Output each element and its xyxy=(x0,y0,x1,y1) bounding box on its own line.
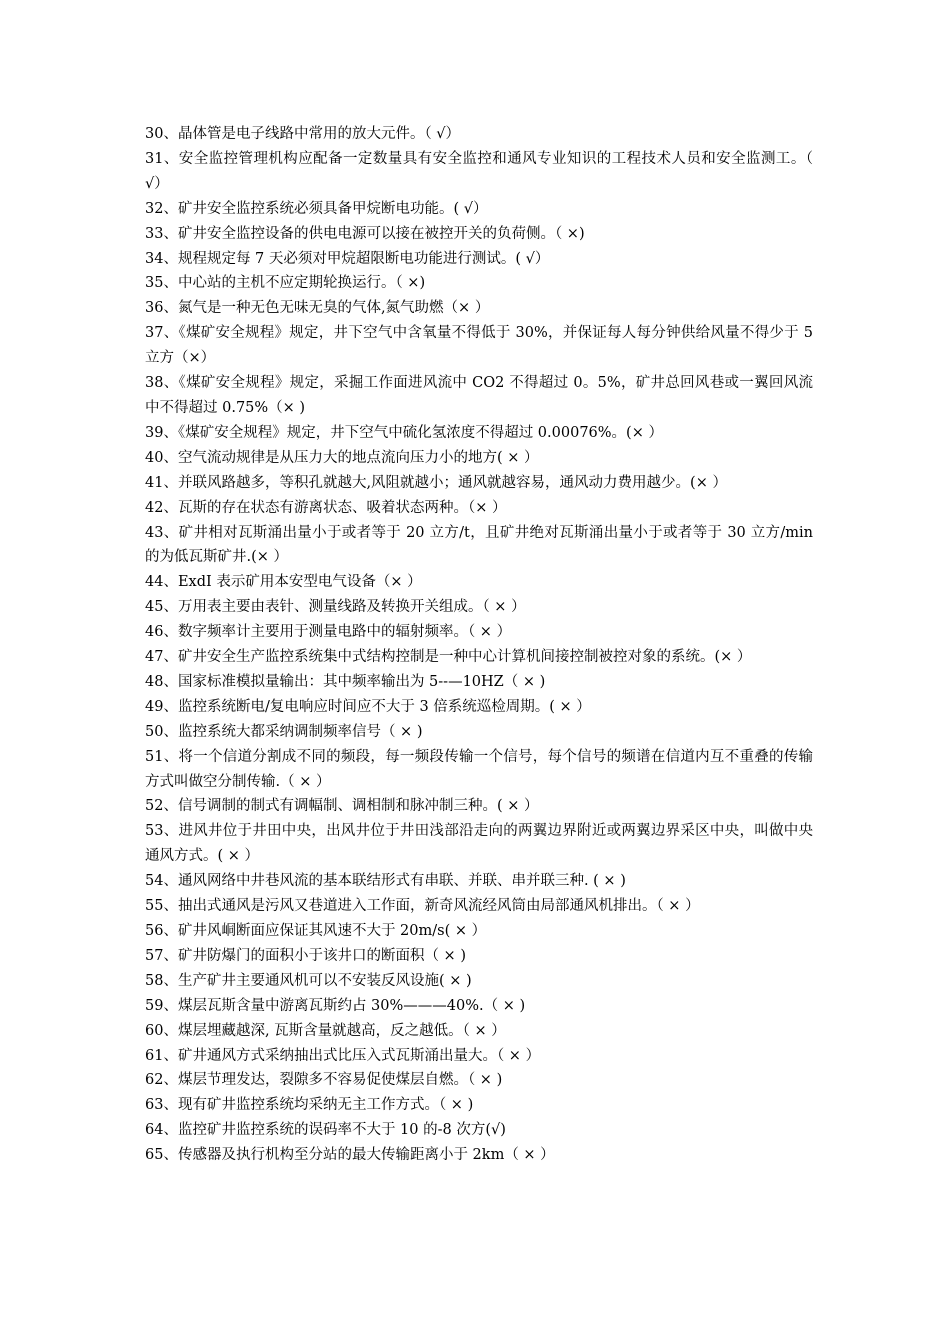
list-item: 62、煤层节理发达，裂隙多不容易促使煤层自燃。（ × ) xyxy=(145,1072,503,1089)
list-item: 47、矿井安全生产监控系统集中式结构控制是一种中心计算机间接控制被控对象的系统。(× ） xyxy=(145,649,752,666)
list-item: 61、矿井通风方式采纳抽出式比压入式瓦斯涌出量大。（ × ） xyxy=(145,1047,541,1064)
list-item: 35、中心站的主机不应定期轮换运行。（ ×) xyxy=(145,275,426,292)
list-item: 32、矿井安全监控系统必须具备甲烷断电功能。( √） xyxy=(145,200,488,217)
list-item: 63、现有矿井监控系统均采纳无主工作方式。（ × ) xyxy=(145,1097,474,1114)
list-item: 45、万用表主要由表针、测量线路及转换开关组成。（ × ） xyxy=(145,599,526,616)
list-item: 56、矿井风峒断面应保证其风速不大于 20m/s( × ） xyxy=(145,923,487,939)
list-item: 52、信号调制的制式有调幅制、调相制和脉冲制三种。( × ） xyxy=(145,798,539,815)
list-item: 55、抽出式通风是污风又巷道进入工作面，新奇风流经风筒由局部通风机排出。（ × ） xyxy=(145,898,700,915)
list-item: 41、并联风路越多，等积孔就越大,风阻就越小；通风就越容易，通风动力费用越少。(× ） xyxy=(145,474,727,491)
list-item: 34、规程规定每 7 天必须对甲烷超限断电功能进行测试。( √） xyxy=(145,250,550,267)
list-item: 33、矿井安全监控设备的供电电源可以接在被控开关的负荷侧。（ ×) xyxy=(145,225,585,242)
list-item: 58、生产矿井主要通风机可以不安装反风设施( × ) xyxy=(145,972,472,989)
list-item: 30、晶体管是电子线路中常用的放大元件。（ √） xyxy=(145,126,461,142)
list-item: 39、《煤矿安全规程》规定，井下空气中硫化氢浓度不得超过 0.00076%。(× ） xyxy=(145,424,663,441)
list-item: 43、矿井相对瓦斯涌出量小于或者等于 20 立方/t，且矿井绝对瓦斯涌出量小于或者等于 30 立方/min 的为低瓦斯矿井.(× ） xyxy=(145,524,813,566)
question-list xyxy=(145,122,813,1168)
list-item: 42、瓦斯的存在状态有游离状态、吸着状态两种。（× ） xyxy=(145,499,507,516)
list-item: 59、煤层瓦斯含量中游离瓦斯约占 30%———40%.（ × ) xyxy=(145,997,526,1014)
list-item: 48、国家标准模拟量输出：其中频率输出为 5--—10HZ（ × ) xyxy=(145,673,546,690)
list-item: 31、安全监控管理机构应配备一定数量具有安全监控和通风专业知识的工程技术人员和安全监测工。（ √） xyxy=(145,150,813,192)
list-item: 38、《煤矿安全规程》规定，采掘工作面进风流中 CO2 不得超过 0。5%，矿井总回风巷或一翼回风流中不得超过 0.75%（× ) xyxy=(145,375,813,416)
list-item: 51、将一个信道分割成不同的频段，每一频段传输一个信号，每个信号的频谱在信道内互不重叠的传输方式叫做空分制传输.（ × ） xyxy=(145,748,813,790)
list-item: 54、通风网络中井巷风流的基本联结形式有串联、并联、串并联三种. ( × ) xyxy=(145,873,626,890)
list-item: 37、《煤矿安全规程》规定，井下空气中含氧量不得低于 30%，并保证每人每分钟供给风量不得少于 5 立方（×） xyxy=(145,325,813,367)
list-item: 53、进风井位于井田中央，出风井位于井田浅部沿走向的两翼边界附近或两翼边界采区中央，叫做中央通风方式。( × ） xyxy=(145,823,813,865)
list-item: 44、ExdI 表示矿用本安型电气设备（× ） xyxy=(145,574,422,591)
list-item: 46、数字频率计主要用于测量电路中的辐射频率。（ × ） xyxy=(145,624,512,641)
list-item: 57、矿井防爆门的面积小于该井口的断面积（ × ) xyxy=(145,947,466,964)
list-item: 64、监控矿井监控系统的误码率不大于 10 的-8 次方(√) xyxy=(145,1122,506,1139)
list-item: 40、空气流动规律是从压力大的地点流向压力小的地方( × ） xyxy=(145,449,539,466)
list-item: 50、监控系统大都采纳调制频率信号（ × ) xyxy=(145,723,423,740)
list-item: 60、煤层埋藏越深, 瓦斯含量就越高，反之越低。（ × ） xyxy=(145,1022,506,1039)
list-item: 65、传感器及执行机构至分站的最大传输距离小于 2km（ × ） xyxy=(145,1147,555,1164)
list-item: 36、氮气是一种无色无味无臭的气体,氮气助燃（× ） xyxy=(145,300,490,317)
list-item: 49、监控系统断电/复电响应时间应不大于 3 倍系统巡检周期。( × ） xyxy=(145,698,591,715)
